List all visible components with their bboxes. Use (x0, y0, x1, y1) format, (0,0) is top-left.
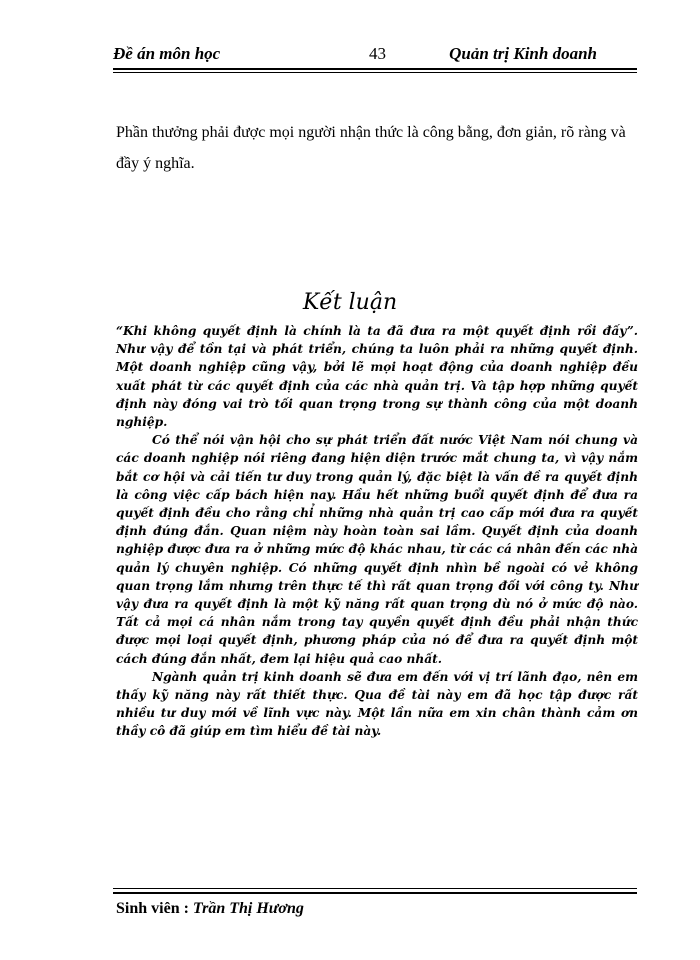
conclusion-paragraph-2: Có thể nói vận hội cho sự phát triển đất nước Việt Nam nói chung và các doanh nghiệp nói riêng đang hiện diện trước mắt chung ta, vì vậy nắm bắt cơ hội và cải tiến tư duy trong quản lý, đặc biệt là vấn đề ra quyết định là công việc cấp bách hiện nay. Hầu hết những buổi quyết định để đưa ra quyết định đều cho rằng chỉ những nhà quản trị cao cấp mới đưa ra quyết định đúng đắn. Quan niệm này hoàn toàn sai lầm. Quyết định của doanh nghiệp được đưa ra ở những mức độ khác nhau, từ các cá nhân đến các nhà quản lý chuyên nghiệp. Có những quyết định nhìn bề ngoài có vẻ không quan trọng lắm nhưng trên thực tế thì rất quan trọng đối với công ty. Như vậy đưa ra quyết định là một kỹ năng rất quan trọng dù nó ở mức độ nào. Tất cả mọi cá nhân nắm trong tay quyền quyết định đều phải nhận thức được mọi loại quyết định, phương pháp của nó để đưa ra quyết định một cách đúng đắn nhất, đem lại hiệu quả cao nhất. (116, 433, 638, 666)
footer-student (116, 900, 304, 918)
conclusion-title: Kết luận (302, 290, 398, 315)
header-subject-label: Quản trị Kinh doanh (449, 44, 597, 63)
page-number: 43 (369, 44, 386, 63)
header-course-label: Đề án môn học (113, 44, 221, 63)
conclusion-paragraph-3: Ngành quản trị kinh doanh sẽ đưa em đến với vị trí lãnh đạo, nên em thấy kỹ năng này rất thiết thực. Qua đề tài này em đã học tập được rất nhiều tư duy mới về lĩnh vực này. Một lần nữa em xin chân thành cảm ơn thầy cô đã giúp em tìm hiểu đề tài này. (116, 669, 638, 739)
intro-paragraph: Phần thưởng phải được mọi người nhận thức là công bằng, đơn giản, rõ ràng và đầy ý nghĩa. (116, 124, 626, 172)
footer-student-name: Trần Thị Hương (192, 900, 304, 917)
page-footer (113, 892, 637, 917)
page-header (113, 38, 637, 70)
conclusion-paragraph-1: “Khi không quyết định là chính là ta đã đưa ra một quyết định rồi đấy”. Như vậy để tồn tại và phát triển, chúng ta luôn phải ra những quyết định. Một doanh nghiệp cũng vậy, bởi lẽ mọi hoạt động của doanh nghiệp đều xuất phát từ các quyết định của các nhà quản trị. Và tập hợp những quyết định này đóng vai trò tối quan trọng trong sự thành công của một doanh nghiệp. (116, 324, 638, 430)
footer-student-label: Sinh viên : (116, 900, 193, 917)
conclusion-body (116, 322, 638, 741)
